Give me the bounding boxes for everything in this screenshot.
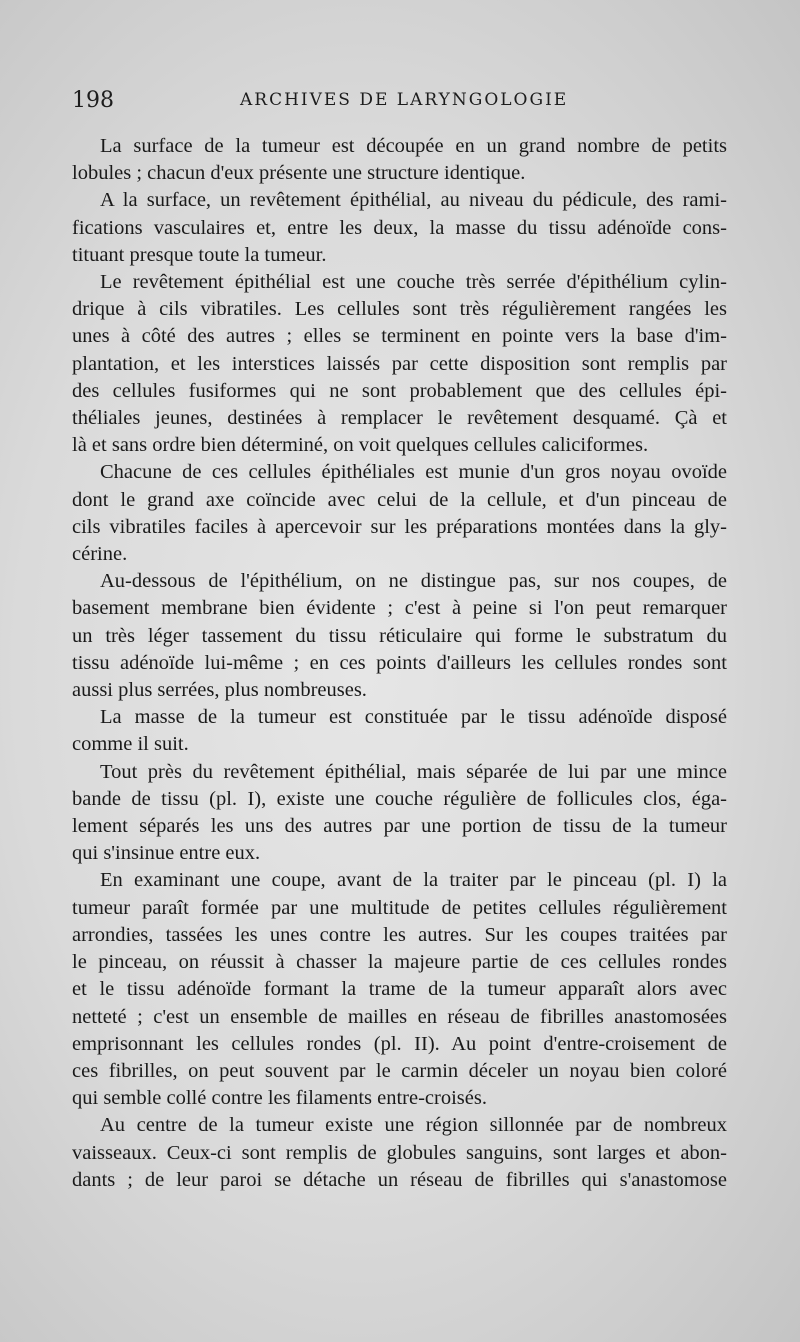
text-line: basement membrane bien évidente ; c'est à peine si l'on peut remarquer [72,597,727,620]
text-line: netteté ; c'est un ensemble de mailles en réseau de fibrilles anastomosées [72,1005,727,1028]
text-line: lobules ; chacun d'eux présente une structure identique. [72,162,526,185]
page-number: 198 [72,88,114,113]
text-line: tumeur paraît formée par une multitude de petites cellules régulièrement [72,896,727,919]
text-line: fications vasculaires et, entre les deux, la masse du tissu adénoïde cons- [72,216,727,239]
text-line: plantation, et les interstices laissés par cette disposition sont remplis par [72,352,727,375]
paragraph [72,704,727,758]
text-line: unes à côté des autres ; elles se terminent en pointe vers la base d'im- [72,325,727,348]
paragraph [72,459,727,568]
text-line: lement séparés les uns des autres par une portion de tissu de la tumeur [72,815,727,838]
text-line: dants ; de leur paroi se détache un réseau de fibrilles qui s'anastomose [72,1168,727,1191]
text-line: drique à cils vibratiles. Les cellules sont très régulièrement rangées les [72,298,727,321]
paragraph [72,1112,727,1194]
text-line: vaisseaux. Ceux-ci sont remplis de globules sanguins, sont larges et abon- [72,1141,727,1164]
text-line: là et sans ordre bien déterminé, on voit quelques cellules caliciformes. [72,434,649,457]
paragraph [72,187,727,269]
text-line: un très léger tassement du tissu réticulaire qui forme le substratum du [72,624,727,647]
text-line: des cellules fusiformes qui ne sont probablement que des cellules épi- [72,379,727,402]
paragraph [72,867,727,1112]
text-line: cils vibratiles faciles à apercevoir sur les préparations montées dans la gly- [72,515,727,538]
text-line: Le revêtement épithélial est une couche très serrée d'épithélium cylin- [100,271,727,294]
text-line: A la surface, un revêtement épithélial, au niveau du pédicule, des rami- [100,189,727,212]
text-line: qui s'insinue entre eux. [72,842,261,865]
journal-title: ARCHIVES DE LARYNGOLOGIE [240,90,569,110]
text-line: arrondies, tassées les unes contre les autres. Sur les coupes traitées par [72,923,727,946]
text-line: En examinant une coupe, avant de la traiter par le pinceau (pl. I) la [100,869,727,892]
paragraph [72,269,727,459]
paragraph [72,133,727,187]
text-line: aussi plus serrées, plus nombreuses. [72,679,367,702]
paragraph [72,759,727,868]
text-line: ces fibrilles, on peut souvent par le carmin déceler un noyau bien coloré [72,1059,727,1082]
text-line: Tout près du revêtement épithélial, mais séparée de lui par une mince [100,760,727,783]
text-line: tituant presque toute la tumeur. [72,243,327,266]
running-head [72,88,732,120]
text-line: théliales jeunes, destinées à remplacer le revêtement desquamé. Çà et [72,407,727,430]
text-line: Au-dessous de l'épithélium, on ne distingue pas, sur nos coupes, de [100,570,727,593]
text-line: le pinceau, on réussit à chasser la majeure partie de ces cellules rondes [72,951,727,974]
body-text [72,133,727,1194]
text-line: et le tissu adénoïde formant la trame de la tumeur apparaît alors avec [72,978,727,1001]
text-line: La masse de la tumeur est constituée par le tissu adénoïde disposé [100,706,727,729]
text-line: dont le grand axe coïncide avec celui de la cellule, et d'un pinceau de [72,488,727,511]
text-line: Chacune de ces cellules épithéliales est munie d'un gros noyau ovoïde [100,461,727,484]
text-line: bande de tissu (pl. I), existe une couche régulière de follicules clos, éga- [72,787,727,810]
text-line: La surface de la tumeur est découpée en un grand nombre de petits [100,135,727,157]
text-line: Au centre de la tumeur existe une région sillonnée par de nombreux [100,1114,727,1137]
text-line: tissu adénoïde lui-même ; en ces points d'ailleurs les cellules rondes sont [72,651,727,674]
text-line: cérine. [72,543,128,566]
text-line: emprisonnant les cellules rondes (pl. II). Au point d'entre-croisement de [72,1032,727,1055]
paragraph [72,568,727,704]
text-line: qui semble collé contre les filaments entre-croisés. [72,1087,487,1110]
text-line: comme il suit. [72,733,189,756]
